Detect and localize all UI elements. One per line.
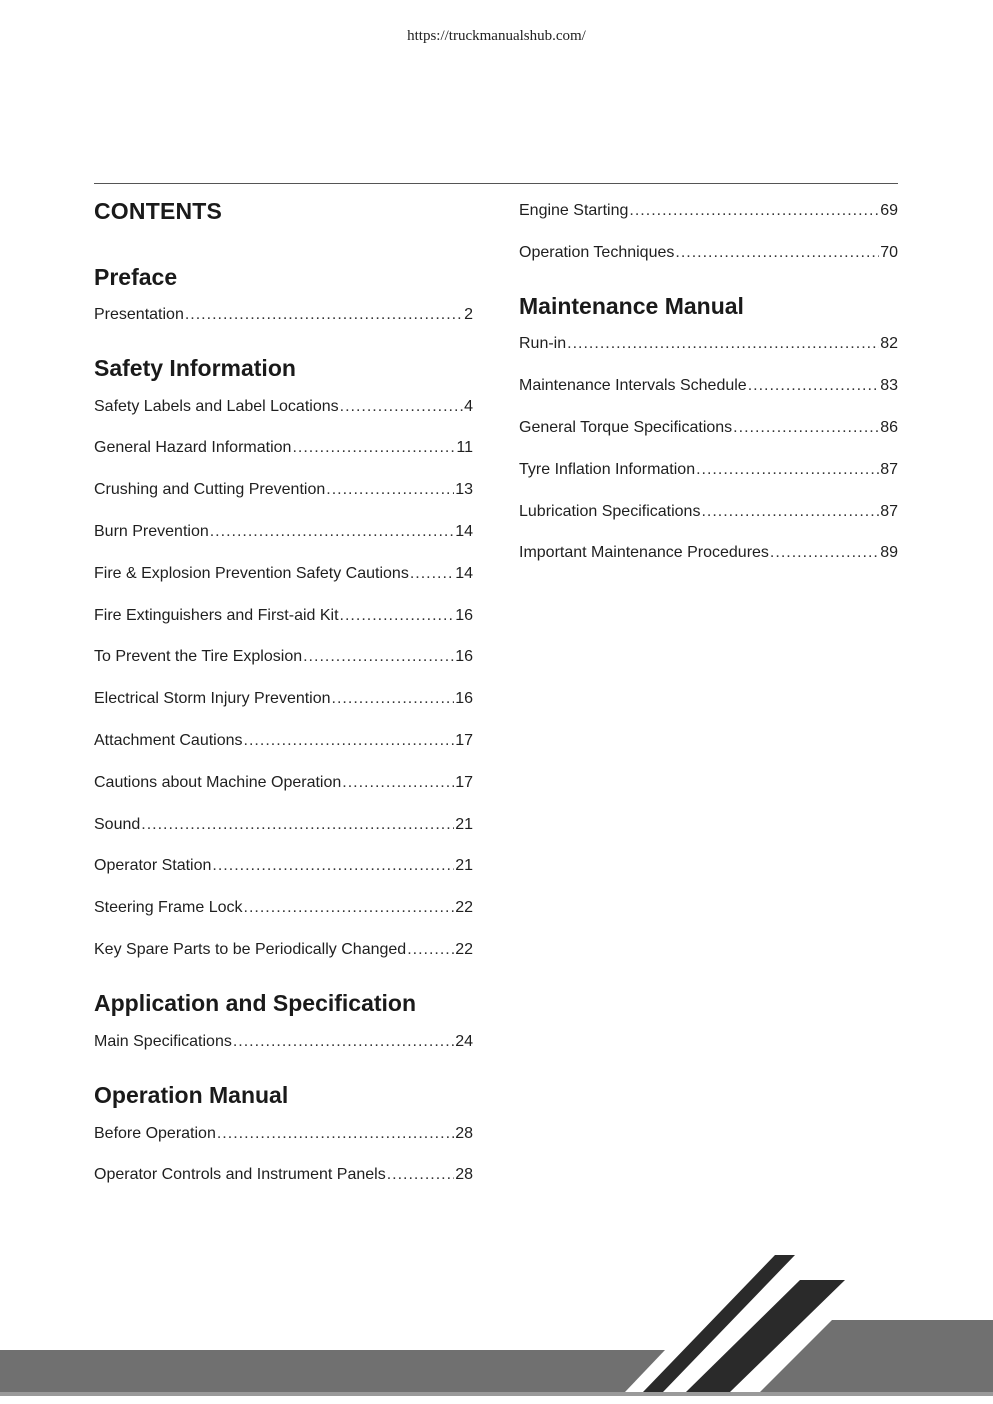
toc-entry-important-maintenance-procedures[interactable] xyxy=(519,533,898,575)
toc-entry-label: Important Maintenance Procedures xyxy=(519,544,769,562)
toc-entry-key-spare-parts-to-be-periodically-changed[interactable] xyxy=(94,929,473,971)
toc-entry-page: 4 xyxy=(464,397,473,415)
section-heading: Maintenance Manual xyxy=(519,293,744,320)
toc-entry-page: 2 xyxy=(464,305,473,323)
footer-band xyxy=(0,1350,665,1392)
right-sections xyxy=(519,290,898,575)
toc-entry-label: Fire & Explosion Prevention Safety Cautions xyxy=(94,564,409,582)
toc-leader-dots xyxy=(675,244,879,262)
toc-entry-operator-controls-and-instrument-panels[interactable] xyxy=(94,1155,473,1197)
toc-entry-label: Tyre Inflation Information xyxy=(519,460,696,478)
toc-entry-page: 16 xyxy=(455,648,473,666)
toc-entry-page: 28 xyxy=(455,1166,473,1184)
section-heading: Preface xyxy=(94,263,178,290)
toc-entry-page: 89 xyxy=(880,544,898,562)
toc-entry-label: Key Spare Parts to be Periodically Changed xyxy=(94,941,407,959)
toc-entry-label: Operator Station xyxy=(94,857,212,875)
section-heading: Operation Manual xyxy=(94,1082,289,1109)
toc-entry-maintenance-intervals-schedule[interactable] xyxy=(519,365,898,407)
section-safety-information xyxy=(94,352,473,971)
section-entries xyxy=(94,1113,473,1197)
toc-entry-attachment-cautions[interactable] xyxy=(94,720,473,762)
toc-entry-label: Operation Techniques xyxy=(519,243,675,261)
toc-leader-dots xyxy=(141,816,454,834)
toc-entry-operator-station[interactable] xyxy=(94,846,473,888)
toc-entry-crushing-and-cutting-prevention[interactable] xyxy=(94,469,473,511)
toc-entry-operation-techniques[interactable] xyxy=(519,232,898,274)
toc-leader-dots xyxy=(217,1125,454,1143)
toc-leader-dots xyxy=(733,419,879,437)
toc-leader-dots xyxy=(340,398,463,416)
toc-entry-page: 70 xyxy=(880,243,898,261)
toc-entry-label: Fire Extinguishers and First-aid Kit xyxy=(94,606,339,624)
section-preface xyxy=(94,260,473,336)
toc-leader-dots xyxy=(340,607,455,625)
toc-leader-dots xyxy=(244,732,455,750)
toc-entry-fire-explosion-prevention-safety-cautions[interactable] xyxy=(94,553,473,595)
toc-entry-page: 69 xyxy=(880,201,898,219)
section-entries xyxy=(94,1021,473,1063)
toc-entry-label: Attachment Cautions xyxy=(94,732,243,750)
toc-entry-label: Sound xyxy=(94,815,141,833)
toc-leader-dots xyxy=(303,648,454,666)
toc-entry-label: Maintenance Intervals Schedule xyxy=(519,377,747,395)
section-entries xyxy=(94,386,473,971)
toc-entry-page: 22 xyxy=(455,899,473,917)
toc-entry-label: Electrical Storm Injury Prevention xyxy=(94,690,331,708)
right-top-entries xyxy=(519,190,898,274)
toc-entry-label: Presentation xyxy=(94,305,184,323)
toc-entry-page: 17 xyxy=(455,732,473,750)
toc-entry-label: Run-in xyxy=(519,335,567,353)
toc-leader-dots xyxy=(332,690,455,708)
toc-entry-engine-starting[interactable] xyxy=(519,190,898,232)
toc-entry-page: 21 xyxy=(455,857,473,875)
toc-entry-safety-labels-and-label-locations[interactable] xyxy=(94,386,473,428)
toc-entry-label: Main Specifications xyxy=(94,1032,232,1050)
header-rule xyxy=(94,183,898,184)
toc-entry-page: 24 xyxy=(455,1032,473,1050)
toc-entry-general-hazard-information[interactable] xyxy=(94,428,473,470)
section-heading: Safety Information xyxy=(94,355,296,382)
toc-entry-label: General Hazard Information xyxy=(94,439,292,457)
toc-leader-dots xyxy=(292,439,455,457)
toc-entry-general-torque-specifications[interactable] xyxy=(519,407,898,449)
section-entries xyxy=(519,324,898,575)
toc-entry-page: 11 xyxy=(456,439,473,457)
toc-entry-sound[interactable] xyxy=(94,804,473,846)
toc-leader-dots xyxy=(342,774,454,792)
toc-leader-dots xyxy=(387,1166,455,1184)
toc-entry-page: 83 xyxy=(880,377,898,395)
toc-entry-to-prevent-the-tire-explosion[interactable] xyxy=(94,637,473,679)
toc-leader-dots xyxy=(210,523,454,541)
toc-entry-label: Steering Frame Lock xyxy=(94,899,243,917)
toc-leader-dots xyxy=(244,899,455,917)
left-sections xyxy=(94,260,473,1196)
toc-entry-page: 87 xyxy=(880,502,898,520)
section-entries xyxy=(94,294,473,336)
toc-entry-page: 21 xyxy=(455,815,473,833)
header-url[interactable]: https://truckmanualshub.com/ xyxy=(407,28,586,44)
toc-entry-page: 16 xyxy=(455,690,473,708)
toc-leader-dots xyxy=(185,306,463,324)
toc-leader-dots xyxy=(326,481,454,499)
section-application-and-specification xyxy=(94,987,473,1063)
toc-entry-tyre-inflation-information[interactable] xyxy=(519,449,898,491)
toc-entry-label: Crushing and Cutting Prevention xyxy=(94,481,326,499)
toc-leader-dots xyxy=(748,377,880,395)
toc-entry-presentation[interactable] xyxy=(94,294,473,336)
toc-entry-label: Cautions about Machine Operation xyxy=(94,773,342,791)
toc-entry-page: 87 xyxy=(880,460,898,478)
toc-entry-page: 82 xyxy=(880,335,898,353)
toc-entry-page: 14 xyxy=(455,523,473,541)
section-operation-manual xyxy=(94,1079,473,1197)
toc-entry-page: 17 xyxy=(455,773,473,791)
toc-leader-dots xyxy=(701,503,879,521)
toc-right-column xyxy=(519,190,898,574)
toc-leader-dots xyxy=(212,857,454,875)
footer-band-light xyxy=(0,1392,993,1396)
toc-entry-page: 86 xyxy=(880,419,898,437)
toc-entry-page: 14 xyxy=(455,564,473,582)
section-maintenance-manual xyxy=(519,290,898,575)
toc-leader-dots xyxy=(629,202,879,220)
toc-entry-label: Engine Starting xyxy=(519,201,629,219)
footer-decoration xyxy=(0,1250,993,1404)
toc-left-column xyxy=(94,190,473,1196)
toc-leader-dots xyxy=(410,565,454,583)
toc-entry-label: Lubrication Specifications xyxy=(519,502,701,520)
toc-entry-lubrication-specifications[interactable] xyxy=(519,491,898,533)
toc-entry-before-operation[interactable] xyxy=(94,1113,473,1155)
footer-band-right xyxy=(760,1320,993,1392)
toc-entry-cautions-about-machine-operation[interactable] xyxy=(94,762,473,804)
toc-entry-label: Safety Labels and Label Locations xyxy=(94,397,339,415)
toc-leader-dots xyxy=(770,544,879,562)
toc-leader-dots xyxy=(233,1033,454,1051)
toc-entry-burn-prevention[interactable] xyxy=(94,511,473,553)
toc-entry-label: Before Operation xyxy=(94,1124,216,1142)
toc-entry-page: 22 xyxy=(455,941,473,959)
toc-leader-dots xyxy=(407,941,454,959)
section-heading: Application and Specification xyxy=(94,990,417,1017)
toc-leader-dots xyxy=(567,335,879,353)
toc-entry-label: To Prevent the Tire Explosion xyxy=(94,648,303,666)
toc-entry-label: General Torque Specifications xyxy=(519,419,733,437)
toc-entry-run-in[interactable] xyxy=(519,324,898,366)
toc-entry-page: 28 xyxy=(455,1124,473,1142)
toc-entry-fire-extinguishers-and-first-aid-kit[interactable] xyxy=(94,595,473,637)
toc-entry-label: Burn Prevention xyxy=(94,523,209,541)
toc-entry-label: Operator Controls and Instrument Panels xyxy=(94,1166,386,1184)
toc-entry-electrical-storm-injury-prevention[interactable] xyxy=(94,678,473,720)
toc-entry-steering-frame-lock[interactable] xyxy=(94,887,473,929)
toc-entry-page: 13 xyxy=(455,481,473,499)
contents-title: CONTENTS xyxy=(94,198,223,224)
toc-entry-page: 16 xyxy=(455,606,473,624)
toc-leader-dots xyxy=(696,461,879,479)
toc-entry-main-specifications[interactable] xyxy=(94,1021,473,1063)
